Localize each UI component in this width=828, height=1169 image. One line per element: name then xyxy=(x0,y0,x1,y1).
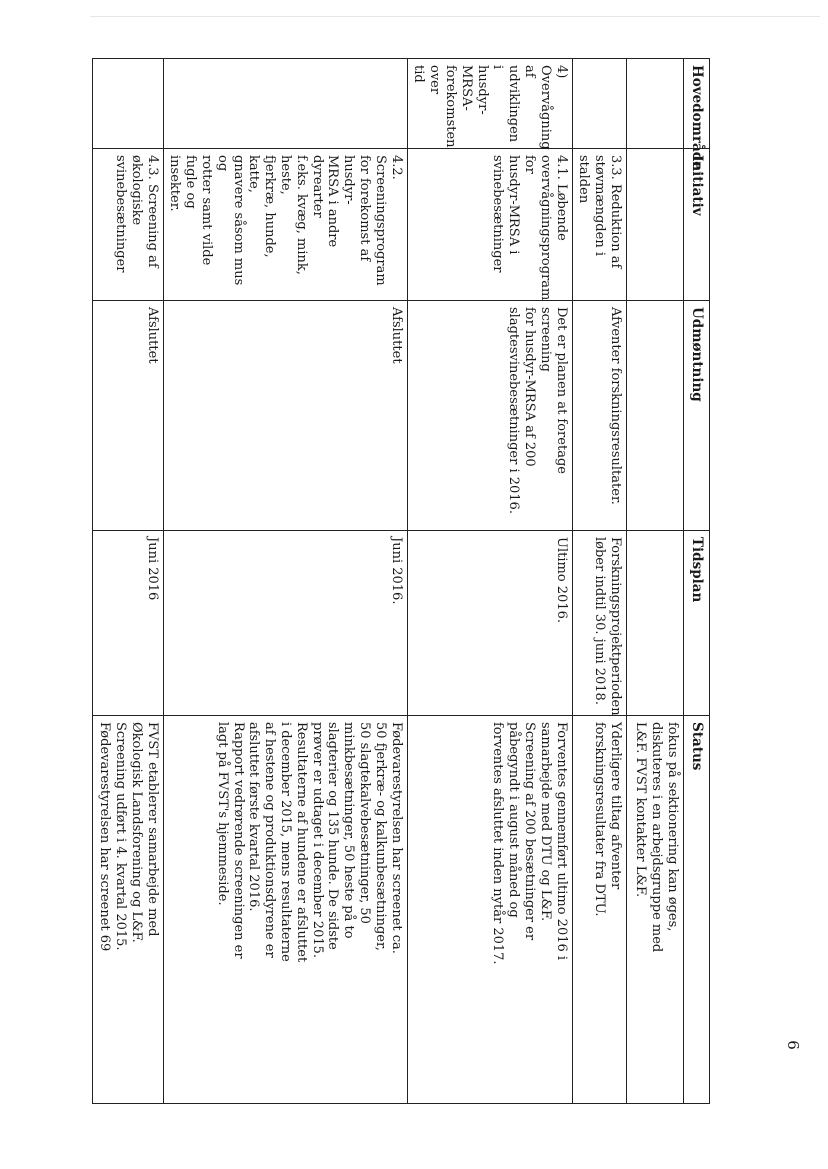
cell-udmoentning: Det er planen at foretage screening for husdyr-MRSA af 200 slagtesvinebesætninger i 2016. xyxy=(407,301,572,531)
cell-initiativ: 4.1. Løbende overvågningsprogram for husdyr-MRSA i svinebesætninger xyxy=(407,149,572,301)
cell-tidsplan: Juni 2016 xyxy=(93,531,163,716)
header-hovedomraade: Hovedområde xyxy=(684,59,710,149)
cell-status: fokus på sektionering kan øges, diskuteres i en arbejdsgruppe med L&F. FVST kontakter L&F. xyxy=(627,716,684,1104)
cell-udmoentning: Afsluttet xyxy=(163,301,407,531)
cell-tidsplan xyxy=(627,531,684,716)
table-row xyxy=(572,59,626,1104)
header-tidsplan: Tidsplan xyxy=(684,531,710,716)
table-header-row xyxy=(684,59,710,1104)
cell-hovedomraade xyxy=(163,59,407,149)
cell-status: Forventes gennemført ultimo 2016 i samarbejde med DTU og L&F. Screening af 200 besætninger er påbegyndt i august måned og forventes afsluttet inden nytår 2017. xyxy=(407,716,572,1104)
cell-initiativ: 4.3. Screening af økologiske svinebesætninger xyxy=(93,149,163,301)
cell-hovedomraade: 4) Overvågning af udviklingen i husdyr-MRSA- forekomsten over tid xyxy=(407,59,572,149)
cell-initiativ xyxy=(627,149,684,301)
header-status: Status xyxy=(684,716,710,1104)
cell-status: Yderligere tiltag afventer forskningsresultater fra DTU. xyxy=(572,716,626,1104)
scan-artifact-line xyxy=(90,16,820,17)
page-number: 6 xyxy=(783,1040,802,1050)
table-row xyxy=(163,59,407,1104)
cell-tidsplan: Forskningsprojektperioden løber indtil 30. juni 2018. xyxy=(572,531,626,716)
rotated-page-content xyxy=(97,58,710,1103)
header-initiativ: Initiativ xyxy=(684,149,710,301)
cell-udmoentning: Afsluttet xyxy=(93,301,163,531)
table-row xyxy=(407,59,572,1104)
cell-udmoentning xyxy=(627,301,684,531)
cell-initiativ: 3.3. Reduktion af støvmængden i stalden xyxy=(572,149,626,301)
cell-initiativ: 4.2. Screeningsprogram for forekomst af husdyr- MRSA i andre dyrearter f.eks. kvæg, mink, heste, fjerkræ, hunde, katte, gnavere såsom mus og rotter samt vilde fugle og insekter. xyxy=(163,149,407,301)
cell-status: FVST etablerer samarbejde med Økologisk Landsforening og L&F. Screening udført i 4. kvartal 2015. Fødevarestyrelsen har screenet 69 xyxy=(93,716,163,1104)
table-row xyxy=(627,59,684,1104)
cell-udmoentning: Afventer forskningsresultater. xyxy=(572,301,626,531)
cell-hovedomraade xyxy=(627,59,684,149)
cell-tidsplan: Juni 2016. xyxy=(163,531,407,716)
cell-status: Fødevarestyrelsen har screenet ca. 50 fjerkræ- og kalkunbesætninger, 50 slagtekalvebesætninger, 50 minkbesætninger, 50 heste på to slagterier og 135 hunde. De sidste prøver er udtaget i december 2015. Resultaterne af hundene er afsluttet i december 2015, mens resultaterne af hestene og produktionsdyrene er afsluttet første kvartal 2016. Rapport vedrørende screeningen er lagt på FVST's hjemmeside. xyxy=(163,716,407,1104)
status-table xyxy=(93,58,711,1104)
table-row xyxy=(93,59,163,1104)
cell-hovedomraade xyxy=(572,59,626,149)
cell-hovedomraade xyxy=(93,59,163,149)
header-udmoentning: Udmøntning xyxy=(684,301,710,531)
cell-tidsplan: Ultimo 2016. xyxy=(407,531,572,716)
